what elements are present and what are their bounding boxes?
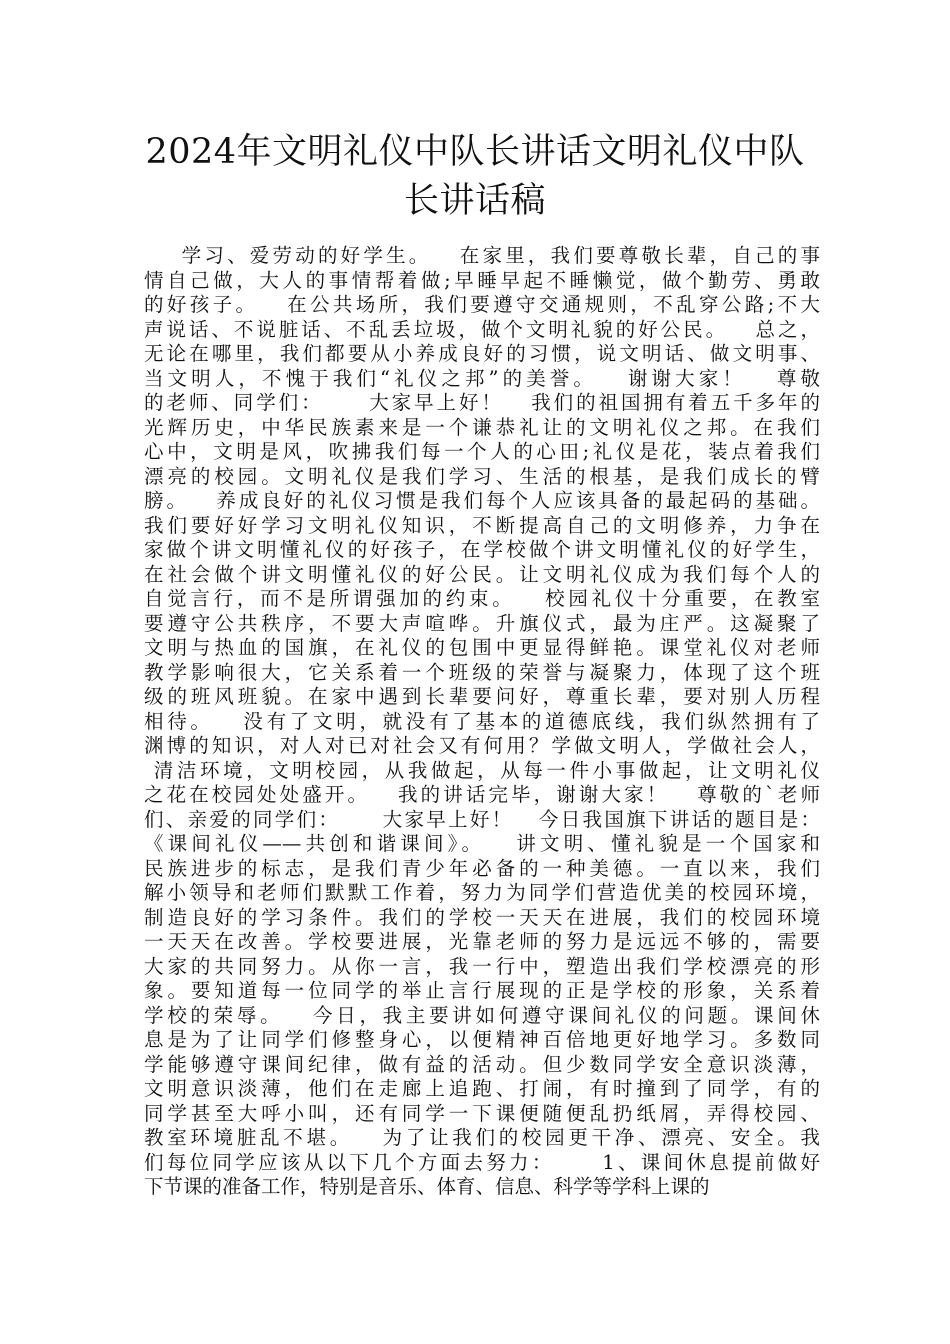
title-line-1: 2024年文明礼仪中队长讲话文明礼仪中队 bbox=[145, 132, 805, 172]
body-text-line: 的好孩子。 在公共场所，我们要遵守交通规则，不乱穿公路;不大 bbox=[144, 293, 820, 316]
body-text-line: 同学甚至大呼小叫，还有同学一下课便随便乱扔纸屑，弄得校园、 bbox=[144, 1101, 820, 1125]
body-text-line: 息是为了让同学们修整身心，以便精神百倍地更好地学习。多数同 bbox=[144, 1028, 820, 1051]
body-text-line: 情自己做，大人的事情帮着做;早睡早起不睡懒觉，做个勤劳、勇敢 bbox=[144, 268, 820, 292]
body-text-line: 象。要知道每一位同学的举止言行展现的正是学校的形象，关系着 bbox=[144, 979, 820, 1002]
body-text-line: 自觉言行，而不是所谓强加的约束。 校园礼仪十分重要，在教室 bbox=[144, 587, 820, 610]
body-text-line: 渊博的知识，对人对已对社会又有何用？学做文明人，学做社会人， bbox=[144, 734, 820, 757]
body-text-line: 之花在校园处处盛开。 我的讲话完毕，谢谢大家！ 尊敬的`老师 bbox=[144, 783, 820, 806]
body-text-line: 无论在哪里，我们都要从小养成良好的习惯，说文明话、做文明事、 bbox=[144, 342, 820, 365]
body-text-line: 家做个讲文明懂礼仪的好孩子，在学校做个讲文明懂礼仪的好学生， bbox=[144, 538, 820, 561]
body-text-line: 级的班风班貌。在家中遇到长辈要问好，尊重长辈，要对别人历程 bbox=[144, 685, 820, 708]
body-text-line: 学能够遵守课间纪律，做有益的活动。但少数同学安全意识淡薄， bbox=[144, 1052, 820, 1076]
body-text-line: 的老师、同学们： 大家早上好！ 我们的祖国拥有着五千多年的 bbox=[144, 391, 820, 414]
body-text-line: 解小领导和老师们默默工作着，努力为同学们营造优美的校园环境， bbox=[144, 881, 820, 904]
body-text-line: 文明与热血的国旗，在礼仪的包围中更显得鲜艳。课堂礼仪对老师 bbox=[144, 636, 820, 659]
body-text-line: 民族进步的标志，是我们青少年必备的一种美德。一直以来，我们 bbox=[144, 856, 820, 880]
body-text-line: 相待。 没有了文明，就没有了基本的道德底线，我们纵然拥有了 bbox=[144, 709, 820, 733]
body-text-line: 文明意识淡薄，他们在走廊上追跑、打闹，有时撞到了同学，有的 bbox=[144, 1077, 820, 1100]
body-text-line: 们、亲爱的同学们： 大家早上好！ 今日我国旗下讲话的题目是： bbox=[144, 807, 820, 831]
document-body bbox=[144, 244, 820, 1200]
body-text-line: 膀。 养成良好的礼仪习惯是我们每个人应该具备的最起码的基础。 bbox=[144, 489, 820, 512]
body-text-line: 学习、爱劳动的好学生。 在家里，我们要尊敬长辈，自己的事 bbox=[144, 244, 820, 267]
body-text-line: 一天天在改善。学校要进展，光靠老师的努力是远远不够的，需要 bbox=[144, 930, 820, 953]
body-text-line: 我们要好好学习文明礼仪知识，不断提高自己的文明修养，力争在 bbox=[144, 513, 820, 537]
body-text-line: 在社会做个讲文明懂礼仪的好公民。让文明礼仪成为我们每个人的 bbox=[144, 562, 820, 586]
body-text-line: 光辉历史，中华民族素来是一个谦恭礼让的文明礼仪之邦。在我们 bbox=[144, 415, 820, 439]
body-text-line: 大家的共同努力。从你一言，我一行中，塑造出我们学校漂亮的形 bbox=[144, 954, 820, 978]
body-text-line: 要遵守公共秩序，不要大声喧哗。升旗仪式，最为庄严。这凝聚了 bbox=[144, 611, 820, 635]
body-text-line: 心中，文明是风，吹拂我们每一个人的心田;礼仪是花，装点着我们 bbox=[144, 440, 820, 463]
title-line-2: 长讲话稿 bbox=[403, 181, 546, 221]
body-text-line: 清洁环境，文明校园，从我做起，从每一件小事做起，让文明礼仪 bbox=[144, 758, 820, 782]
body-text-line: 们每位同学应该从以下几个方面去努力： 1、课间休息提前做好 bbox=[144, 1150, 820, 1174]
body-text-line: 声说话、不说脏话、不乱丢垃圾，做个文明礼貌的好公民。 总之， bbox=[144, 317, 820, 341]
document-title bbox=[140, 128, 810, 226]
body-text-line: 下节课的准备工作，特别是音乐、体育、信息、科学等学科上课的 bbox=[144, 1175, 710, 1198]
body-text-line: 制造良好的学习条件。我们的学校一天天在进展，我们的校园环境 bbox=[144, 905, 820, 929]
body-text-line: 教学影响很大，它关系着一个班级的荣誉与凝聚力，体现了这个班 bbox=[144, 660, 820, 684]
body-text-line: 教室环境脏乱不堪。 为了让我们的校园更干净、漂亮、安全。我 bbox=[144, 1126, 820, 1149]
body-text-line: 漂亮的校园。文明礼仪是我们学习、生活的根基，是我们成长的臂 bbox=[144, 464, 820, 488]
body-text-line: 《课间礼仪——共创和谐课间》。 讲文明、懂礼貌是一个国家和 bbox=[144, 832, 820, 855]
body-text-line: 学校的荣辱。 今日，我主要讲如何遵守课间礼仪的问题。课间休 bbox=[144, 1003, 820, 1027]
body-text-line: 当文明人，不愧于我们“礼仪之邦”的美誉。 谢谢大家！ 尊敬 bbox=[144, 366, 820, 390]
